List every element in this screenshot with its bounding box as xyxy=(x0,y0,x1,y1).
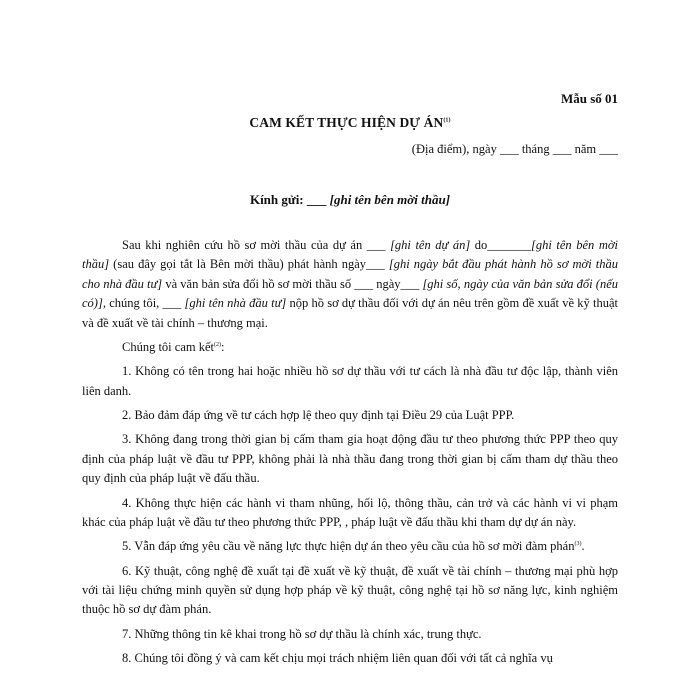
item-5-end: . xyxy=(581,539,585,554)
intro-text-2: do_______ xyxy=(470,238,532,252)
commitment-item-6: 6. Kỹ thuật, công nghệ đề xuất tại đề xuất về kỹ thuật, đề xuất về tài chính – thương mại phù hợp với tài liệu chứng minh quyền sử dụng hợp pháp về kỹ thuật, công nghệ tại hồ sơ năng lực, kinh nghiệm thuộc hồ sơ dự đàm phán. xyxy=(82,563,618,617)
item-5-text: 5. Vẫn đáp ứng yêu cầu về năng lực thực hiện dự án theo yêu cầu của hồ sơ mời đàm phán xyxy=(122,539,575,554)
title-text: CAM KẾT THỰC HIỆN DỰ ÁN xyxy=(249,115,444,130)
commitment-item-4: 4. Không thực hiện các hành vi tham nhũng, hối lộ, thông thầu, cản trở và các hành vi vi phạm khác của pháp luật về đầu tư theo phương thức PPP, , pháp luật về đấu thầu khi tham dự dự án này. xyxy=(82,495,618,529)
form-number: Mẫu số 01 xyxy=(560,91,618,106)
intro-placeholder-inviter: [ghi tên bên mời thầu] xyxy=(82,238,618,272)
addressee-label: Kính gửi: ___ xyxy=(249,192,330,207)
commitment-item-8: 8. Chúng tôi đồng ý và cam kết chịu mọi trách nhiệm liên quan đối với tất cả nghĩa vụ xyxy=(122,651,553,666)
intro-text-1: Sau khi nghiên cứu hồ sơ mời thầu của dự án ___ xyxy=(122,238,391,252)
item-5-footnote-ref: (3) xyxy=(574,541,582,548)
intro-text-4: và văn bản sửa đổi hồ sơ mời thầu số ___ ngày___ xyxy=(162,276,423,291)
commit-footnote-ref: (2) xyxy=(214,341,221,348)
place-date-line: (Địa điểm), ngày ___ tháng ___ năm ___ xyxy=(411,142,618,156)
document-title xyxy=(0,113,700,134)
commit-heading-text: Chúng tôi cam kết xyxy=(122,339,214,354)
addressee-placeholder: [ghi tên bên mời thầu] xyxy=(329,192,451,207)
title-footnote-ref: (1) xyxy=(443,117,451,124)
commit-heading-colon: : xyxy=(221,339,225,354)
commitment-item-2: 2. Bảo đảm đáp ứng về tư cách hợp lệ theo quy định tại Điều 29 của Luật PPP. xyxy=(122,408,515,422)
intro-paragraph xyxy=(82,236,618,333)
addressee-line xyxy=(0,190,700,210)
intro-placeholder-amendment: [ghi số, ngày của văn bản sửa đổi (nếu có)] xyxy=(82,276,618,311)
intro-text-5: , chúng tôi, ___ xyxy=(102,296,185,311)
intro-text-3: (sau đây gọi tắt là Bên mời thầu) phát hành ngày___ xyxy=(109,257,389,272)
commitment-item-1: 1. Không có tên trong hai hoặc nhiều hồ sơ dự thầu với tư cách là nhà đầu tư độc lập, thành viên liên danh. xyxy=(82,364,618,398)
intro-text-6: nộp hồ sơ dự thầu đối với dự án nêu trên gồm đề xuất về kỹ thuật và đề xuất về tài chính – thương mại. xyxy=(82,296,619,330)
intro-placeholder-issue-date: [ghi ngày bắt đầu phát hành hồ sơ mời thầu cho nhà đầu tư] xyxy=(82,257,618,291)
commitment-item-7: 7. Những thông tin kê khai trong hồ sơ dự thầu là chính xác, trung thực. xyxy=(122,626,482,641)
commitment-item-5 xyxy=(82,537,618,556)
commit-heading xyxy=(82,338,618,357)
commitment-item-3: 3. Không đang trong thời gian bị cấm tham gia hoạt động đầu tư theo phương thức PPP theo quy định của pháp luật về đầu tư PPP, không phải là nhà thầu đang trong thời gian bị cấm tham dự thầu theo quy định của pháp luật về đấu thầu. xyxy=(82,432,618,486)
document-body xyxy=(82,236,618,674)
intro-placeholder-project: [ghi tên dự án] xyxy=(390,238,471,252)
intro-placeholder-investor: [ghi tên nhà đầu tư] xyxy=(184,296,287,311)
